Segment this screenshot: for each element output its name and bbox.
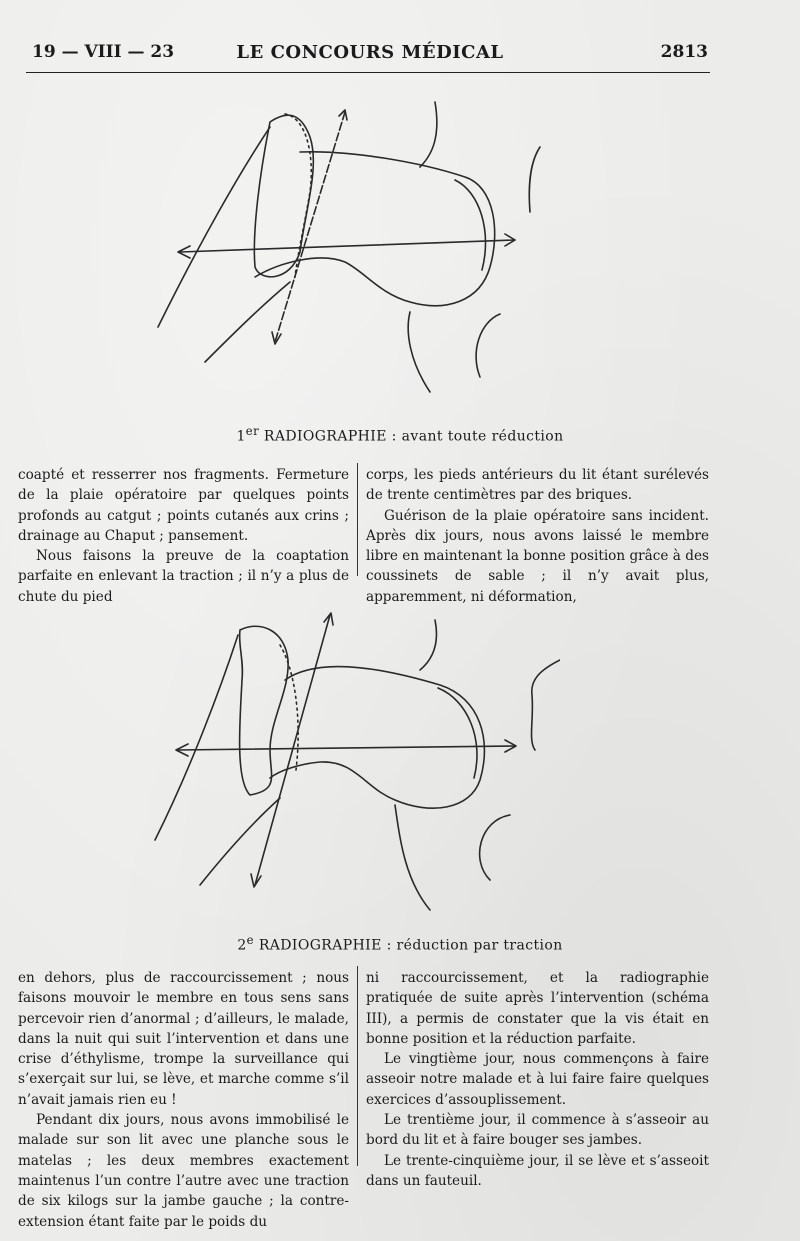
journal-title: LE CONCOURS MÉDICAL <box>236 42 504 63</box>
paragraph: en dehors, plus de raccourcissement ; nous faisons mouvoir le membre en tous sens sans percevoir rien d’anormal ; d’ailleurs, le malade, dans la nuit qui suit l’intervention et dans une crise d’éthylisme, trompe la surveillance qui s’exerçait sur lui, se lève, et marche comme s’il n’avait jamais rien eu ! <box>18 970 349 1108</box>
caption-2-number: 2 <box>237 937 247 954</box>
paragraph: Le trente-cinquième jour, il se lève et s’asseoit dans un fauteuil. <box>366 1152 709 1189</box>
column-left-1 <box>18 465 349 607</box>
paragraph: Guérison de la plaie opératoire sans incident. Après dix jours, nous avons laissé le membre libre en maintenant la bonne position grâce à des coussinets de sable ; il n’y avait plus, apparemment, ni déformation, <box>366 507 709 605</box>
radiograph-sketch-2 <box>120 600 560 920</box>
running-header <box>32 42 708 70</box>
header-date: 19 — VIII — 23 <box>32 42 175 62</box>
paragraph: Nous faisons la preuve de la coaptation parfaite en enlevant la traction ; il n’y a plus de chute du pied <box>18 548 349 605</box>
radiograph-sketch-1 <box>120 92 560 412</box>
caption-2-suffix: e <box>246 933 254 947</box>
column-divider <box>357 966 358 1166</box>
caption-2-label: RADIOGRAPHIE <box>258 937 382 954</box>
caption-1-suffix: er <box>245 424 260 438</box>
header-rule <box>26 72 710 73</box>
caption-1-number: 1 <box>236 428 246 445</box>
paragraph: corps, les pieds antérieurs du lit étant surélevés de trente centimètres par des briques. <box>366 467 709 504</box>
caption-1-label: RADIOGRAPHIE <box>263 428 387 445</box>
column-right-2 <box>366 968 709 1191</box>
paragraph: Le trentième jour, il commence à s’asseoir au bord du lit et à faire bouger ses jambes. <box>366 1112 709 1149</box>
column-left-2 <box>18 968 349 1232</box>
caption-1-text: : avant toute réduction <box>386 428 564 445</box>
column-divider <box>357 463 358 576</box>
figure-1-caption <box>0 424 800 445</box>
page-number: 2813 <box>660 42 708 62</box>
figure-2-caption <box>0 933 800 954</box>
column-right-1 <box>366 465 709 607</box>
paragraph: ni raccourcissement, et la radiographie pratiquée de suite après l’intervention (schéma III), a permis de constater que la vis était en bonne position et la réduction parfaite. <box>366 970 709 1047</box>
paragraph: Pendant dix jours, nous avons immobilisé le malade sur son lit avec une planche sous le matelas ; les deux membres exactement maintenus l’un contre l’autre avec une traction de six kilogs sur la jambe gauche ; la contre-extension étant faite par le poids du <box>18 1112 349 1230</box>
caption-2-text: : réduction par traction <box>381 937 563 954</box>
paragraph: Le vingtième jour, nous commençons à faire asseoir notre malade et à lui faire faire quelques exercices d’assouplissement. <box>366 1051 709 1108</box>
paragraph: coapté et resserrer nos fragments. Fermeture de la plaie opératoire par quelques points profonds au catgut ; points cutanés aux crins ; drainage au Chaput ; pansement. <box>18 467 349 544</box>
